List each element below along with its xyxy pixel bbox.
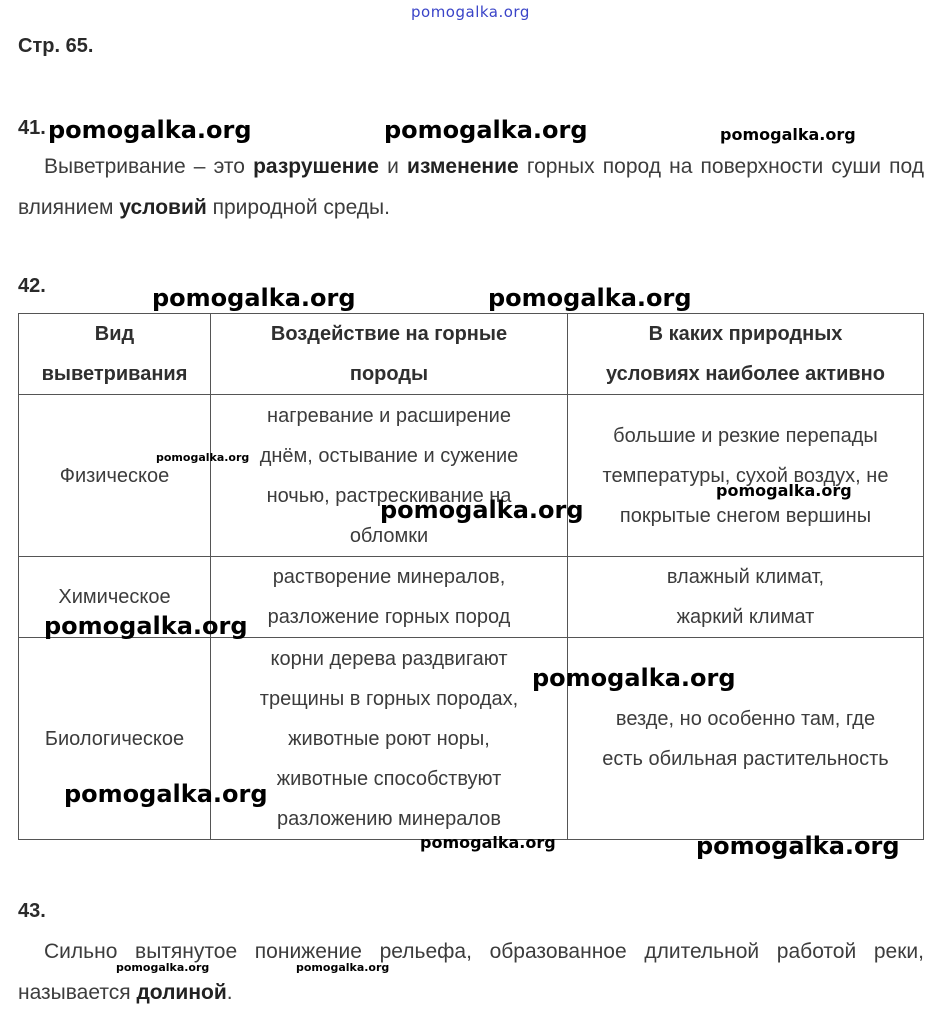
watermark: pomogalka.org [156, 451, 250, 464]
watermark: pomogalka.org [48, 116, 252, 144]
watermark: pomogalka.org [696, 832, 900, 860]
watermark: pomogalka.org [384, 116, 588, 144]
watermark: pomogalka.org [420, 833, 556, 852]
table-row [19, 395, 924, 557]
q41-answer-1: разрушение [253, 155, 379, 178]
watermark: pomogalka.org [152, 284, 356, 312]
watermark: pomogalka.org [488, 284, 692, 312]
table-header-row [19, 314, 924, 395]
row-conditions-biological: везде, но особенно там, где есть обильная растительность [568, 638, 924, 840]
row-conditions-physical: большие и резкие перепады температуры, сухой воздух, не покрытые снегом вершины [568, 395, 924, 557]
header-effect: Воздействие на горные породы [211, 314, 568, 395]
row-type-physical: Физическое [19, 395, 211, 557]
watermark: pomogalka.org [532, 664, 736, 692]
q43-answer: долиной [136, 981, 227, 1004]
q41-answer-3: условий [119, 196, 207, 219]
q41-paragraph: Выветривание – это разрушение и изменение горных пород на поверхности суши под влиянием условий природной среды. [18, 155, 924, 219]
watermark: pomogalka.org [380, 496, 584, 524]
q41-answer-2: изменение [407, 155, 519, 178]
row-effect-chemical: растворение минералов, разложение горных пород [211, 557, 568, 638]
watermark: pomogalka.org [64, 780, 268, 808]
watermark: pomogalka.org [716, 481, 852, 500]
header-conditions: В каких природных условиях наиболее активно [568, 314, 924, 395]
watermark: pomogalka.org [296, 961, 390, 974]
watermark: pomogalka.org [720, 125, 856, 144]
watermark: pomogalka.org [116, 961, 210, 974]
watermark-top: pomogalka.org [411, 3, 530, 21]
row-effect-physical: нагревание и расширение днём, остывание и сужение ночью, растрескивание на обломки [211, 395, 568, 557]
q43-paragraph: Сильно вытянутое понижение рельефа, образованное длительной работой реки, называется долиной. [18, 940, 924, 1004]
header-type: Вид выветривания [19, 314, 211, 395]
row-type-chemical: Химическое [19, 557, 211, 638]
row-effect-biological: корни дерева раздвигают трещины в горных породах, животные роют норы, животные способствуют разложению минералов [211, 638, 568, 840]
q41-number: 41. [18, 117, 46, 139]
page-label: Стр. 65. [18, 35, 94, 57]
row-conditions-chemical: влажный климат, жаркий климат [568, 557, 924, 638]
table-row [19, 638, 924, 840]
row-type-biological: Биологическое [19, 638, 211, 840]
watermark: pomogalka.org [44, 612, 248, 640]
q43-number: 43. [18, 900, 46, 922]
q42-number: 42. [18, 275, 46, 297]
weathering-table [18, 313, 924, 840]
